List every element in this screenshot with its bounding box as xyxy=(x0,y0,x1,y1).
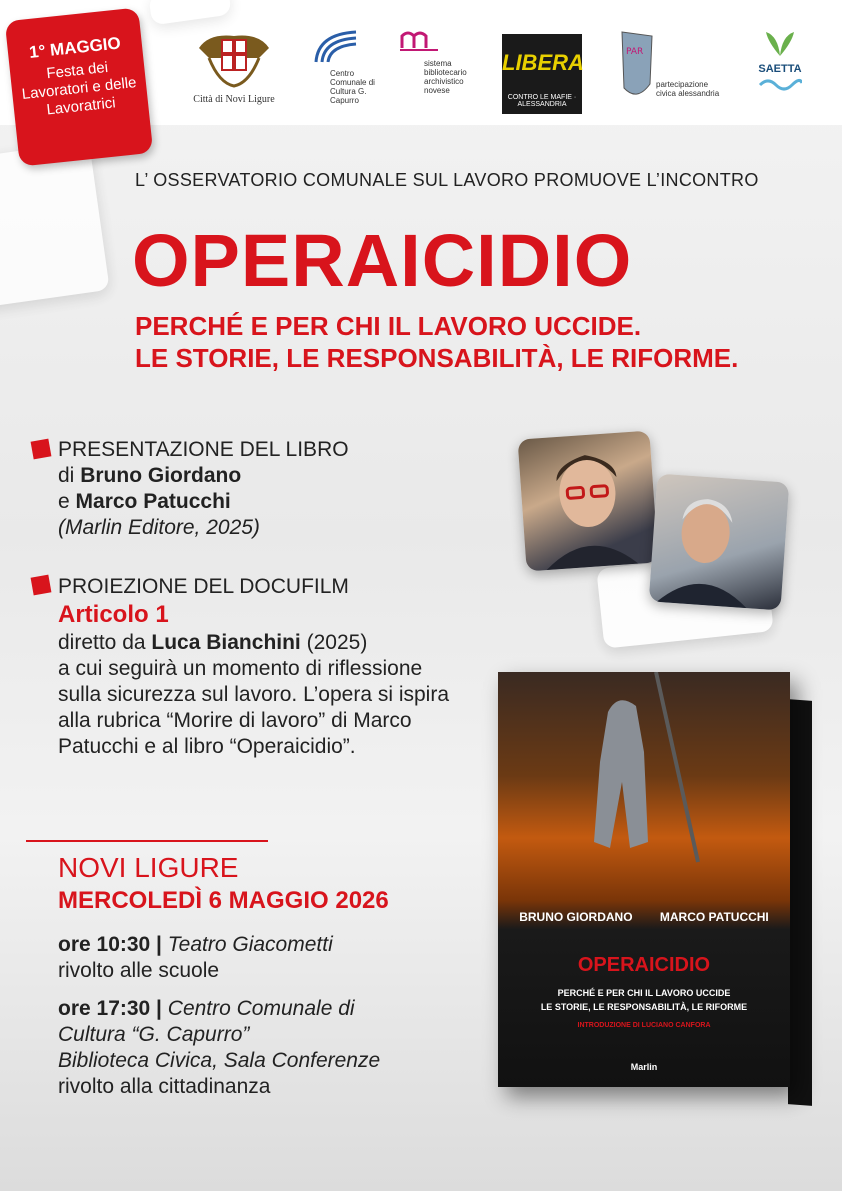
session-2-place-2: Cultura “G. Capurro” xyxy=(58,1023,250,1046)
bullet-square-icon xyxy=(31,439,52,460)
logo-label: partecipazione civica alessandria xyxy=(656,80,720,98)
photo-marco-patucchi xyxy=(649,474,790,611)
book-spine xyxy=(788,699,812,1106)
intro-line: L’ OSSERVATORIO COMUNALE SUL LAVORO PROMUOVE L’INCONTRO xyxy=(135,170,759,190)
leaf-icon xyxy=(760,28,800,58)
text-directed: diretto da xyxy=(58,631,146,654)
coat-of-arms-icon xyxy=(189,28,279,90)
wave-icon xyxy=(758,75,802,91)
film-title: Articolo 1 xyxy=(58,601,169,628)
film-director-line xyxy=(58,630,458,656)
event-city: NOVI LIGURE xyxy=(58,852,239,883)
logo-label: sistema bibliotecario archivistico novese xyxy=(424,59,467,95)
session-1-audience: rivolto alle scuole xyxy=(58,959,220,982)
session-1-time: ore 10:30 | xyxy=(58,933,162,956)
book-publisher: Marlin xyxy=(630,1062,658,1072)
spacer xyxy=(58,918,498,932)
libera-title: LIBERA xyxy=(502,50,584,75)
subtitle xyxy=(135,310,738,374)
film-section xyxy=(58,574,458,760)
may-day-badge xyxy=(5,7,154,166)
book-cover xyxy=(498,672,790,1087)
author-2: Marco Patucchi xyxy=(75,490,231,513)
presentation-author-line-1 xyxy=(58,463,349,489)
logo-novi-ligure xyxy=(186,28,282,108)
portrait-icon xyxy=(649,474,790,611)
film-year: (2025) xyxy=(306,631,368,654)
arc-logo-icon xyxy=(312,28,360,64)
book-author-right: MARCO PATUCCHI xyxy=(659,910,769,924)
bullet-square-icon xyxy=(31,575,52,596)
book-subtitle-1: PERCHÉ E PER CHI IL LAVORO UCCIDE xyxy=(557,988,731,998)
shield-icon xyxy=(620,28,654,104)
book-introduction: INTRODUZIONE DI LUCIANO CANFORA xyxy=(577,1022,711,1029)
session-2-place-1: Centro Comunale di xyxy=(167,997,355,1020)
logo-libera xyxy=(502,34,582,114)
book-title: OPERAICIDIO xyxy=(577,954,711,976)
text-and: e xyxy=(58,490,70,513)
subtitle-line-1: PERCHÉ E PER CHI IL LAVORO UCCIDE. xyxy=(135,311,642,341)
badge-date: 1° MAGGIO xyxy=(28,33,122,62)
text-by: di xyxy=(58,464,75,487)
session-2-audience: rivolto alla cittadinanza xyxy=(58,1075,271,1098)
session-2-time: ore 17:30 | xyxy=(58,997,162,1020)
subtitle-line-2: LE STORIE, LE RESPONSABILITÀ, LE RIFORME. xyxy=(135,343,739,373)
session-2-line xyxy=(58,996,498,1022)
presentation-heading: PRESENTAZIONE DEL LIBRO xyxy=(58,438,349,461)
sbn-logo-icon xyxy=(398,28,442,54)
film-heading: PROIEZIONE DEL DOCUFILM xyxy=(58,575,349,598)
logo-partecipazione-civica xyxy=(620,28,720,108)
session-1-place: Teatro Giacometti xyxy=(167,933,333,956)
logo-sistema-bibliotecario xyxy=(398,28,478,108)
logo-saetta xyxy=(748,28,812,108)
divider-line xyxy=(26,840,268,842)
presentation-section xyxy=(58,437,349,541)
author-1: Bruno Giordano xyxy=(80,464,242,487)
portrait-icon xyxy=(518,431,659,572)
decorative-tile xyxy=(0,141,110,309)
logo-label: Città di Novi Ligure xyxy=(193,94,275,105)
presentation-author-line-2 xyxy=(58,489,349,515)
badge-text: Festa dei Lavoratori e delle Lavoratrici xyxy=(21,58,138,119)
director: Luca Bianchini xyxy=(151,631,301,654)
logo-centro-comunale xyxy=(312,28,388,108)
main-title: OPERAICIDIO xyxy=(132,219,633,302)
session-1-line xyxy=(58,932,498,958)
film-description: a cui seguirà un momento di riflessione sulla sicurezza sul lavoro. L’opera si ispira alla rubrica “Morire di lavoro” di Marco Patucchi e al libro “Operaicidio”. xyxy=(58,657,450,758)
book-author-left: BRUNO GIORDANO xyxy=(519,910,633,924)
publisher: (Marlin Editore, 2025) xyxy=(58,516,260,539)
book-subtitle-2: LE STORIE, LE RESPONSABILITÀ, LE RIFORME xyxy=(540,1002,748,1012)
session-2-place-3: Biblioteca Civica, Sala Conferenze xyxy=(58,1049,381,1072)
svg-text:PAR: PAR xyxy=(626,47,644,57)
spacer xyxy=(58,984,498,996)
event-date: MERCOLEDÌ 6 MAGGIO 2026 xyxy=(58,887,389,914)
photo-bruno-giordano xyxy=(518,431,659,572)
book-authors xyxy=(498,910,790,924)
event-section xyxy=(58,852,498,1100)
libera-subtitle: CONTRO LE MAFIE · ALESSANDRIA xyxy=(507,94,577,108)
worker-silhouette-icon xyxy=(498,672,790,872)
logo-label: Centro Comunale di Cultura G. Capurro xyxy=(330,69,375,105)
saetta-label: SAETTA xyxy=(758,63,802,75)
